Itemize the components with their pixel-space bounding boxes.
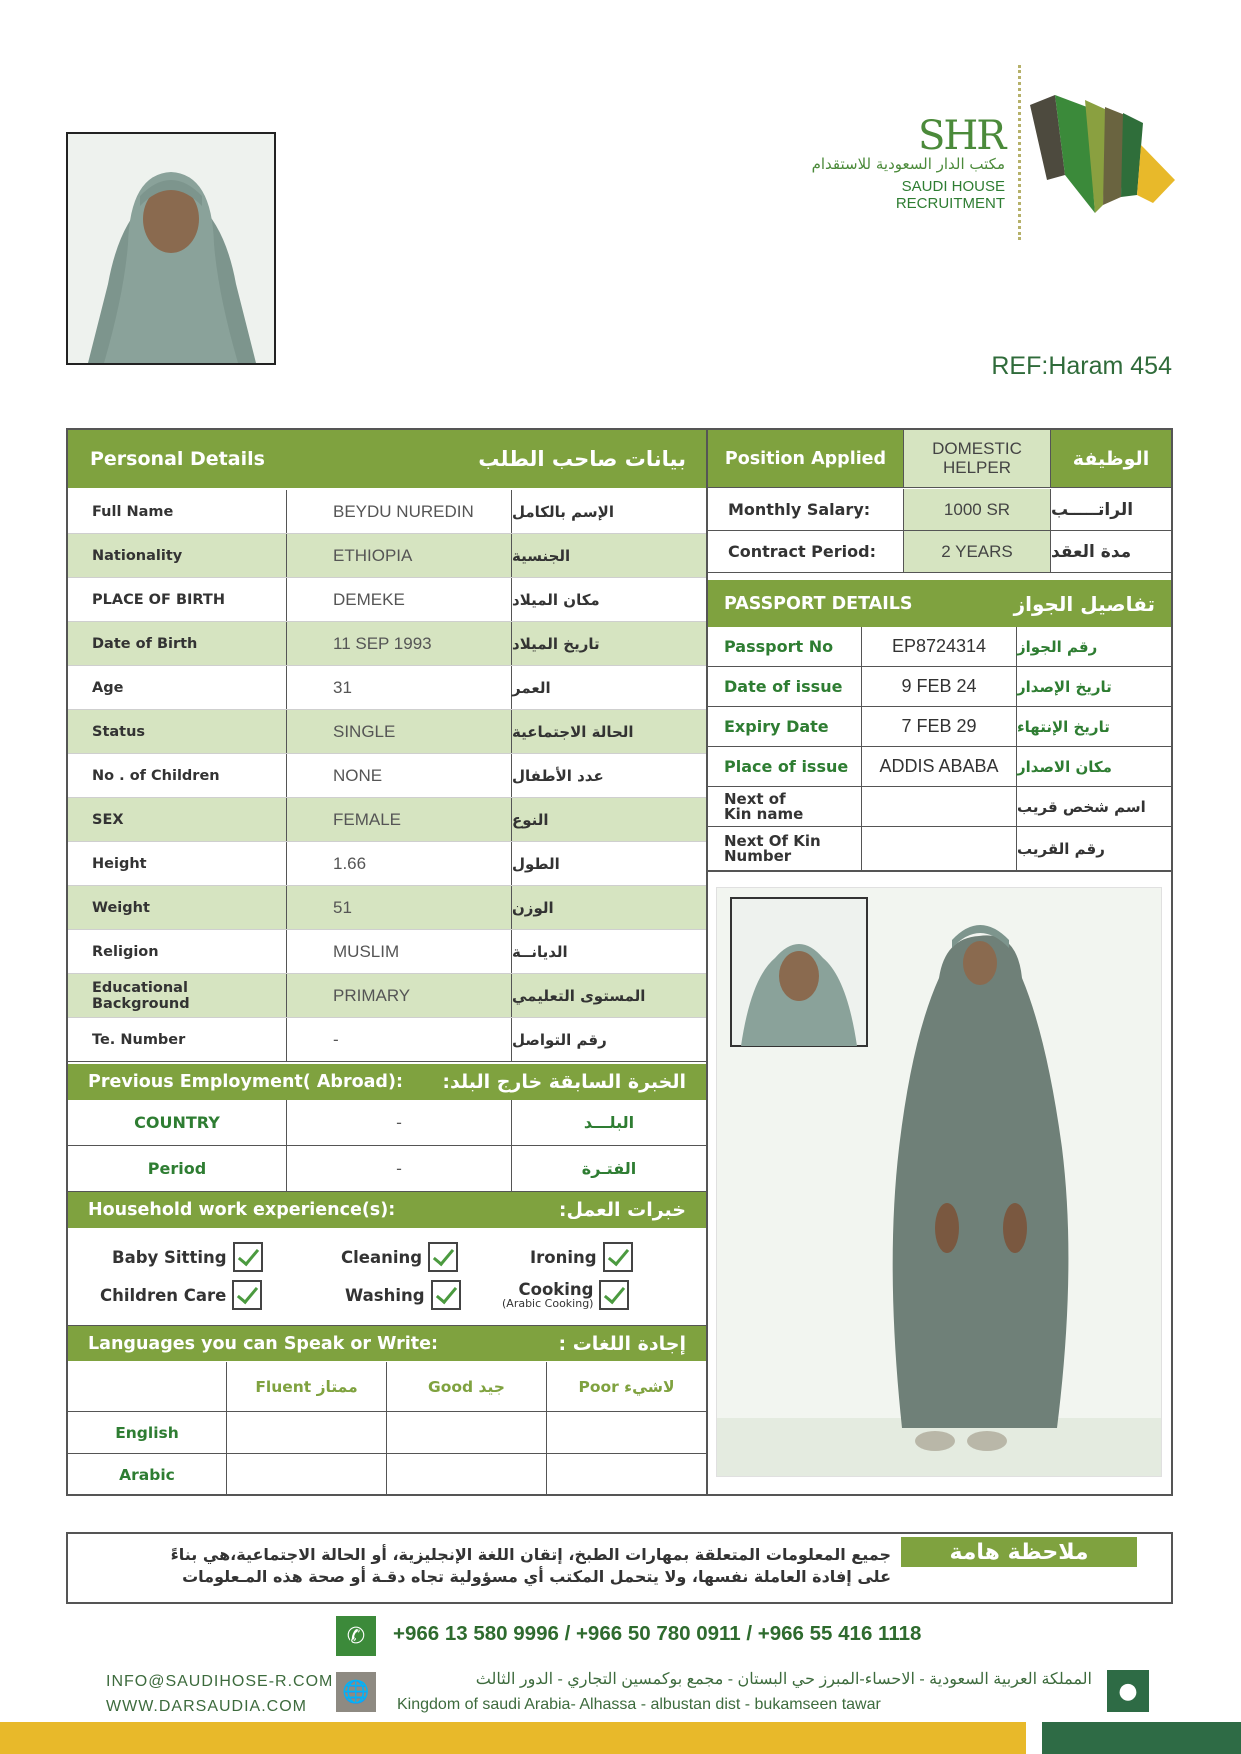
household-title-ar: خبرات العمل: xyxy=(558,1199,686,1221)
label-date-of-issue-ar: تاريخ الإصدار xyxy=(1017,677,1112,696)
ironing-checkbox[interactable] xyxy=(603,1242,633,1272)
languages-title: Languages you can Speak or Write: xyxy=(88,1333,438,1354)
note-text xyxy=(111,1544,891,1587)
row-kin-name xyxy=(708,787,1171,827)
label-employment-period: Period xyxy=(147,1159,207,1178)
value-age: 31 xyxy=(286,666,512,709)
label-education-ar: المستوى التعليمي xyxy=(512,986,646,1005)
skill-washing-label: Washing xyxy=(345,1285,425,1305)
website-link[interactable]: WWW.DARSAUDIA.COM xyxy=(106,1697,307,1715)
skill-cleaning-label: Cleaning xyxy=(341,1247,423,1267)
value-salary: 1000 SR xyxy=(903,489,1051,530)
value-place-of-issue: ADDIS ABABA xyxy=(862,747,1017,786)
label-nationality: Nationality xyxy=(92,547,183,564)
label-date-of-issue: Date of issue xyxy=(708,667,862,706)
row-children xyxy=(68,754,706,798)
label-employment-period-ar: الفتـرة xyxy=(581,1159,637,1178)
label-contract: Contract Period: xyxy=(728,542,876,561)
skill-children-care-label: Children Care xyxy=(100,1285,227,1305)
salary-row xyxy=(708,489,1171,531)
label-weight: Weight xyxy=(92,899,150,916)
email-link[interactable]: INFO@SAUDIHOSE-R.COM xyxy=(106,1673,334,1690)
row-sex xyxy=(68,798,706,842)
label-place-of-birth-ar: مكان الميلاد xyxy=(512,590,600,609)
label-phone: Te. Number xyxy=(92,1031,186,1048)
full-body-photo xyxy=(716,887,1162,1477)
lang-arabic-poor[interactable] xyxy=(547,1454,706,1496)
important-note xyxy=(66,1532,1173,1604)
label-kin-name xyxy=(708,787,862,826)
cooking-checkbox[interactable] xyxy=(599,1280,629,1310)
note-line-1: جميع المعلومات المتعلقة بمهارات الطبخ، إتقان اللغة الإنجليزية، أو الحالة الاجتماعية،هي بناءً xyxy=(170,1545,891,1564)
label-kin-name-line2: Kin name xyxy=(724,804,804,823)
row-status xyxy=(68,710,706,754)
logo-map-icon xyxy=(1025,85,1180,225)
personal-details-header xyxy=(68,430,706,488)
note-badge: ملاحظة هامة xyxy=(901,1537,1137,1567)
value-full-name: BEYDU NUREDIN xyxy=(286,490,512,533)
row-place-of-birth xyxy=(68,578,706,622)
label-salary-ar: الراتـــــب xyxy=(1051,499,1134,520)
globe-icon: 🌐 xyxy=(336,1672,376,1712)
passport-title: PASSPORT DETAILS xyxy=(724,593,913,614)
lang-col-fluent: Fluent ممتاز xyxy=(227,1362,387,1412)
value-employment-country: - xyxy=(286,1100,512,1145)
label-date-of-birth: Date of Birth xyxy=(92,635,198,652)
label-education: Educational Background xyxy=(92,979,190,1012)
label-kin-number xyxy=(708,827,862,870)
value-weight: 51 xyxy=(286,886,512,929)
languages-table xyxy=(68,1362,706,1496)
row-nationality xyxy=(68,534,706,578)
phone-numbers[interactable]: +966 13 580 9996 / +966 50 780 0911 / +966 55 416 1118 xyxy=(393,1622,922,1645)
row-phone xyxy=(68,1018,706,1062)
row-kin-number xyxy=(708,827,1171,872)
footer-bar-green xyxy=(1042,1722,1241,1754)
value-position: DOMESTIC HELPER xyxy=(903,430,1051,487)
phone-icon: ✆ xyxy=(336,1616,376,1656)
row-age xyxy=(68,666,706,710)
skill-ironing-label: Ironing xyxy=(530,1247,597,1267)
position-row xyxy=(708,430,1171,488)
label-salary: Monthly Salary: xyxy=(728,500,871,519)
skill-ironing xyxy=(530,1242,633,1272)
logo-arabic-name: مكتب الدار السعودية للاستقدام xyxy=(811,155,1005,173)
value-passport-no: EP8724314 xyxy=(862,627,1017,666)
label-weight-ar: الوزن xyxy=(512,898,554,917)
lang-col-poor: Poor لاشيء xyxy=(547,1362,706,1412)
value-expiry-date: 7 FEB 29 xyxy=(862,707,1017,746)
label-position-ar: الوظيفة xyxy=(1051,430,1171,487)
label-employment-country: COUNTRY xyxy=(134,1113,220,1132)
label-position: Position Applied xyxy=(708,430,903,487)
label-religion-ar: الديانــة xyxy=(512,942,568,961)
skill-cooking xyxy=(502,1280,629,1310)
label-sex: SEX xyxy=(92,811,124,828)
languages-header xyxy=(68,1325,706,1361)
label-kin-number-line2: Number xyxy=(724,846,792,865)
value-sex: FEMALE xyxy=(286,798,512,841)
label-sex-ar: النوع xyxy=(512,810,549,829)
row-employment-period xyxy=(68,1146,706,1192)
logo-english-name: SAUDI HOUSE RECRUITMENT xyxy=(895,178,1005,212)
lang-arabic-good[interactable] xyxy=(387,1454,547,1496)
reference-number: REF:Haram 454 xyxy=(991,352,1172,380)
languages-title-ar: إجادة اللغات : xyxy=(558,1332,686,1355)
label-age: Age xyxy=(92,679,124,696)
value-status: SINGLE xyxy=(286,710,512,753)
skill-children-care xyxy=(100,1280,262,1310)
household-title: Household work experience(s): xyxy=(88,1200,396,1220)
lang-english-fluent[interactable] xyxy=(227,1412,387,1454)
label-kin-number-ar: رقم القريب xyxy=(1017,839,1105,858)
household-header xyxy=(68,1192,706,1228)
skill-washing xyxy=(345,1280,461,1310)
value-date-of-issue: 9 FEB 24 xyxy=(862,667,1017,706)
skill-baby-sitting-label: Baby Sitting xyxy=(112,1247,227,1267)
value-education: PRIMARY xyxy=(286,974,512,1017)
value-employment-period: - xyxy=(286,1146,512,1191)
company-logo xyxy=(790,65,1180,245)
value-height: 1.66 xyxy=(286,842,512,885)
value-religion: MUSLIM xyxy=(286,930,512,973)
row-education xyxy=(68,974,706,1018)
previous-employment-title: Previous Employment( Abroad): xyxy=(88,1072,403,1092)
logo-divider xyxy=(1018,65,1021,240)
label-place-of-issue: Place of issue xyxy=(708,747,862,786)
logo-mark: SHR xyxy=(918,113,1005,159)
label-place-of-issue-ar: مكان الاصدار xyxy=(1017,757,1112,776)
location-pin-icon: ● xyxy=(1107,1670,1149,1712)
value-phone: - xyxy=(286,1018,512,1061)
personal-details-title: Personal Details xyxy=(90,448,265,470)
value-nationality: ETHIOPIA xyxy=(286,534,512,577)
address-arabic: المملكة العربية السعودية - الاحساء-المبرز حي البستان - مجمع بوكمسين التجاري - الدور الثالث xyxy=(475,1671,1092,1688)
value-kin-name xyxy=(862,787,1017,826)
label-age-ar: العمر xyxy=(512,678,551,697)
row-full-name xyxy=(68,490,706,534)
lang-col-good: Good جيد xyxy=(387,1362,547,1412)
value-place-of-birth: DEMEKE xyxy=(286,578,512,621)
label-employment-country-ar: البلـــد xyxy=(583,1113,635,1132)
cleaning-checkbox[interactable] xyxy=(428,1242,458,1272)
label-phone-ar: رقم التواصل xyxy=(512,1030,607,1049)
row-place-of-issue xyxy=(708,747,1171,787)
label-full-name: Full Name xyxy=(92,503,174,520)
address-english: Kingdom of saudi Arabia- Alhassa - albustan dist - bukamseen tawar xyxy=(397,1695,881,1713)
row-passport-no xyxy=(708,627,1171,667)
passport-title-ar: تفاصيل الجواز xyxy=(1013,591,1155,616)
label-expiry-date: Expiry Date xyxy=(708,707,862,746)
personal-details-title-ar: بيانات صاحب الطلب xyxy=(478,447,686,471)
label-status-ar: الحالة الاجتماعية xyxy=(512,722,634,741)
label-contract-ar: مدة العقد xyxy=(1051,541,1132,562)
skill-baby-sitting xyxy=(112,1242,263,1272)
label-children-ar: عدد الأطفال xyxy=(512,766,604,785)
label-date-of-birth-ar: تاريخ الميلاد xyxy=(512,634,600,653)
applicant-photo xyxy=(66,132,276,365)
label-children: No . of Children xyxy=(92,767,220,784)
label-kin-name-ar: اسم شخص قريب xyxy=(1017,797,1146,816)
value-contract: 2 YEARS xyxy=(903,531,1051,572)
row-expiry-date xyxy=(708,707,1171,747)
skill-cleaning xyxy=(341,1242,458,1272)
label-status: Status xyxy=(92,723,146,740)
label-nationality-ar: الجنسية xyxy=(512,546,571,565)
label-passport-no: Passport No xyxy=(708,627,862,666)
label-passport-no-ar: رقم الجواز xyxy=(1017,637,1098,656)
label-kin-name-line1: Next of xyxy=(724,789,786,808)
skill-cooking-note: (Arabic Cooking) xyxy=(502,1296,594,1310)
value-date-of-birth: 11 SEP 1993 xyxy=(286,622,512,665)
baby-sitting-checkbox[interactable] xyxy=(233,1242,263,1272)
lang-row-english: English xyxy=(68,1412,227,1454)
label-place-of-birth: PLACE OF BIRTH xyxy=(92,591,225,608)
lang-english-good[interactable] xyxy=(387,1412,547,1454)
lang-row-arabic: Arabic xyxy=(68,1454,227,1496)
passport-header xyxy=(708,580,1171,627)
previous-employment-title-ar: الخبرة السابقة خارج البلد: xyxy=(442,1071,686,1093)
row-weight xyxy=(68,886,706,930)
address xyxy=(397,1668,1092,1718)
row-religion xyxy=(68,930,706,974)
skill-cooking-label: Cooking xyxy=(518,1279,594,1299)
label-religion: Religion xyxy=(92,943,159,960)
row-height xyxy=(68,842,706,886)
label-height-ar: الطول xyxy=(512,854,560,873)
previous-employment-header xyxy=(68,1064,706,1100)
row-employment-country xyxy=(68,1100,706,1146)
washing-checkbox[interactable] xyxy=(431,1280,461,1310)
children-care-checkbox[interactable] xyxy=(232,1280,262,1310)
label-height: Height xyxy=(92,855,147,872)
value-kin-number xyxy=(862,827,1017,870)
lang-corner xyxy=(68,1362,227,1412)
row-date-of-issue xyxy=(708,667,1171,707)
lang-arabic-fluent[interactable] xyxy=(227,1454,387,1496)
label-full-name-ar: الإسم بالكامل xyxy=(512,502,614,521)
contact-links xyxy=(106,1670,333,1720)
footer-bar-yellow xyxy=(0,1722,1026,1754)
lang-english-poor[interactable] xyxy=(547,1412,706,1454)
label-kin-number-line1: Next Of Kin xyxy=(724,831,821,850)
label-expiry-date-ar: تاريخ الإنتهاء xyxy=(1017,717,1110,736)
row-date-of-birth xyxy=(68,622,706,666)
note-line-2: على إفادة العاملة نفسها، ولا يتحمل المكتب أي مسؤولية تجاه دقـة أو صحة هذه المـعلومات xyxy=(182,1566,891,1586)
value-children: NONE xyxy=(286,754,512,797)
contract-row xyxy=(708,531,1171,573)
